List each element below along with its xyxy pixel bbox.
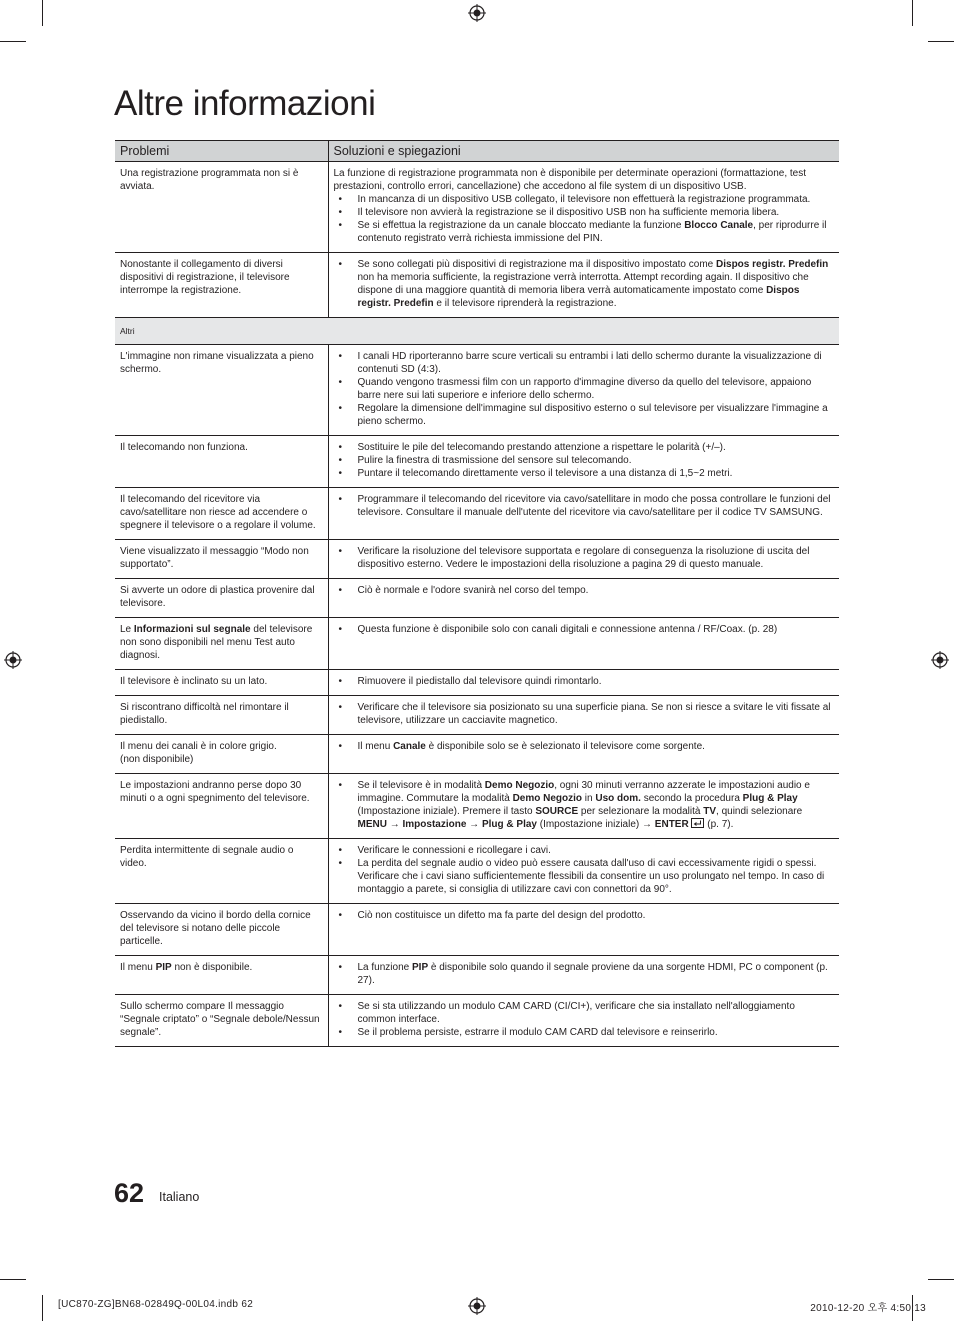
crop-mark [928, 1279, 954, 1280]
table-row [115, 540, 839, 579]
list-item: • Puntare il telecomando direttamente verso il televisore a una distanza di 1,5~2 metri. [338, 468, 733, 479]
list-item: • I canali HD riporteranno barre scure verticali su entrambi i lati dello schermo durante la visualizzazione di contenuti SD (4:3). [338, 351, 822, 375]
solution-cell [328, 839, 839, 904]
problem-cell: Una registrazione programmata non si è avviata. [115, 162, 328, 253]
registration-mark-icon [468, 1297, 486, 1315]
list-item: • Verificare la risoluzione del televisore supportata e regolare di conseguenza la risoluzione di uscita del dispositivo esterno. Vedere le impostazioni della risoluzione a pagina 29 di questo manuale. [338, 546, 810, 570]
page-title: Altre informazioni [114, 84, 376, 123]
list-item: • La funzione PIP è disponibile solo quando il segnale proviene da una sorgente HDMI, PC o component (p. 27). [338, 962, 828, 986]
section-label: Altri [115, 318, 839, 345]
solution-list [334, 193, 835, 245]
problem-cell: Perdita intermittente di segnale audio o video. [115, 839, 328, 904]
table-row [115, 904, 839, 956]
list-item: • Questa funzione è disponibile solo con canali digitali e connessione antenna / RF/Coax. (p. 28) [338, 624, 778, 635]
problem-cell: Viene visualizzato il messaggio “Modo non supportato”. [115, 540, 328, 579]
footer-date: 2010-12-20 오후 4:50:13 [810, 1303, 926, 1314]
crop-mark [42, 0, 43, 26]
table-row [115, 995, 839, 1047]
list-item: • In mancanza di un dispositivo USB collegato, il televisore non effettuerà la registrazione programmata. [338, 194, 811, 205]
table-row [115, 162, 839, 253]
problem-cell: Il menu dei canali è in colore grigio. (non disponibile) [115, 735, 328, 774]
table-row [115, 488, 839, 540]
list-item: • Se si effettua la registrazione da un canale bloccato mediante la funzione Blocco Canale, per riprodurre il contenuto registrato verrà richiesta immissione del PIN. [338, 220, 827, 244]
list-item: • Il menu Canale è disponibile solo se è selezionato il televisore come sorgente. [338, 741, 705, 752]
solution-cell [328, 904, 839, 956]
solution-cell [328, 253, 839, 318]
registration-mark-icon [468, 4, 486, 22]
solution-cell [328, 436, 839, 488]
table-row [115, 345, 839, 436]
solution-cell [328, 488, 839, 540]
table-row [115, 735, 839, 774]
list-item: • Verificare le connessioni e ricollegare i cavi. [338, 845, 551, 856]
crop-mark [0, 1279, 26, 1280]
solution-cell [328, 696, 839, 735]
problem-cell: Sullo schermo compare Il messaggio “Segnale criptato” o “Segnale debole/Nessun segnale”. [115, 995, 328, 1047]
list-item: • Il televisore non avvierà la registrazione se il dispositivo USB non ha sufficiente memoria libera. [338, 207, 780, 218]
list-item: • Se il problema persiste, estrarre il modulo CAM CARD dal televisore e reinserirlo. [338, 1027, 718, 1038]
list-item: • Sostituire le pile del telecomando prestando attenzione a rispettare le polarità (+/–). [338, 442, 726, 453]
problem-cell: L'immagine non rimane visualizzata a pieno schermo. [115, 345, 328, 436]
registration-mark-icon [4, 651, 22, 669]
problem-cell: Il telecomando non funziona. [115, 436, 328, 488]
troubleshooting-table [115, 140, 839, 1047]
page-language: Italiano [159, 1190, 200, 1204]
header-problems: Problemi [115, 141, 328, 162]
solution-cell [328, 162, 839, 253]
list-item: • Rimuovere il piedistallo dal televisore quindi rimontarlo. [338, 676, 602, 687]
crop-mark [912, 0, 913, 26]
table-row [115, 956, 839, 995]
solution-cell [328, 618, 839, 670]
solution-cell [328, 579, 839, 618]
solution-cell [328, 345, 839, 436]
table-row [115, 579, 839, 618]
crop-mark [928, 41, 954, 42]
header-solutions: Soluzioni e spiegazioni [328, 141, 839, 162]
table-row [115, 253, 839, 318]
registration-mark-icon [931, 651, 949, 669]
list-item: • Ciò non costituisce un difetto ma fa parte del design del prodotto. [338, 910, 646, 921]
list-item: • Quando vengono trasmessi film con un rapporto d'immagine diverso da quello del televisore, appaiono barre nere sui lati superiore e inferiore dello schermo. [338, 377, 812, 401]
list-item: • Se sono collegati più dispositivi di registrazione ma il dispositivo impostato come Dispos registr. Predefin non ha memoria sufficiente, la registrazione verrà interrotta. Attempt recording again. Il dispositivo che dispone di una maggiore quantità di memoria libera verrà automaticamente impostato come Dispos registr. Predefin e il televisore riprenderà la registrazione. [338, 259, 829, 309]
list-item: • Regolare la dimensione dell'immagine sul dispositivo esterno o sul televisore per visualizzare l'immagine a pieno schermo. [338, 403, 828, 427]
list-item: • La perdita del segnale audio o video può essere causata dall'uso di cavi eccessivamente rigidi o spessi. Verificare che i cavi siano sufficientemente flessibili da consentire un uso prolungato nel tempo. In caso di montaggio a parete, si consiglia di utilizzare cavi con connettori da 90°. [338, 858, 825, 895]
solution-cell [328, 670, 839, 696]
problem-cell: Il televisore è inclinato su un lato. [115, 670, 328, 696]
solution-cell [328, 540, 839, 579]
solution-cell [328, 956, 839, 995]
enter-icon [691, 818, 704, 828]
footer-file: [UC870-ZG]BN68-02849Q-00L04.indb 62 [58, 1299, 254, 1310]
list-item: • Programmare il telecomando del ricevitore via cavo/satellitare in modo che possa controllare le funzioni del televisore. Consultare il manuale dell'utente del ricevitore via cavo/satellitare per il codice TV SAMSUNG. [338, 494, 831, 518]
solution-cell [328, 995, 839, 1047]
table-row [115, 774, 839, 839]
problem-cell: Il telecomando del ricevitore via cavo/satellitare non riesce ad accendere o spegnere il televisore o a regolare il volume. [115, 488, 328, 540]
solution-cell [328, 735, 839, 774]
list-item: • Se il televisore è in modalità Demo Negozio, ogni 30 minuti verranno azzerate le impostazioni audio e immagine. Commutare la modalità Demo Negozio in Uso dom. secondo la procedura Plug & Play (Impostazione iniziale). Premere il tasto SOURCE per selezionare la modalità TV, quindi selezionare MENU → Impostazione → Plug & Play (Impostazione iniziale) → ENTER (p. 7). [338, 780, 810, 830]
solution-intro: La funzione di registrazione programmata non è disponibile per determinate operazioni (formattazione, test prestazioni, controllo errori, cancellazione) che accedono al file system di un dispositivo USB. [333, 168, 806, 192]
problem-cell: Osservando da vicino il bordo della cornice del televisore si notano delle piccole particelle. [115, 904, 328, 956]
list-item: • Ciò è normale e l'odore svanirà nel corso del tempo. [338, 585, 589, 596]
solution-cell [328, 774, 839, 839]
table-row [115, 618, 839, 670]
problem-cell: Si avverte un odore di plastica provenire dal televisore. [115, 579, 328, 618]
problem-cell: Le impostazioni andranno perse dopo 30 minuti o a ogni spegnimento del televisore. [115, 774, 328, 839]
table-row [115, 670, 839, 696]
table-row [115, 696, 839, 735]
crop-mark [42, 1295, 43, 1321]
list-item: • Verificare che il televisore sia posizionato su una superficie piana. Se non si riesce a svitare le viti fissate al televisore, utilizzare un cacciavite magnetico. [338, 702, 831, 726]
section-row [115, 318, 839, 345]
list-item: • Pulire la finestra di trasmissione del sensore sul telecomando. [338, 455, 632, 466]
problem-cell: Il menu PIP non è disponibile. [115, 956, 328, 995]
table-row [115, 436, 839, 488]
table-row [115, 839, 839, 904]
problem-cell: Nonostante il collegamento di diversi dispositivi di registrazione, il televisore interrompe la registrazione. [115, 253, 328, 318]
page-number: 62 [114, 1178, 145, 1208]
list-item: • Se si sta utilizzando un modulo CAM CARD (CI/CI+), verificare che sia installato nell'alloggiamento common interface. [338, 1001, 795, 1025]
problem-cell: Si riscontrano difficoltà nel rimontare il piedistallo. [115, 696, 328, 735]
problem-cell: Le Informazioni sul segnale del televisore non sono disponibili nel menu Test auto diagnosi. [115, 618, 328, 670]
crop-mark [0, 41, 26, 42]
solution-list [334, 258, 835, 310]
